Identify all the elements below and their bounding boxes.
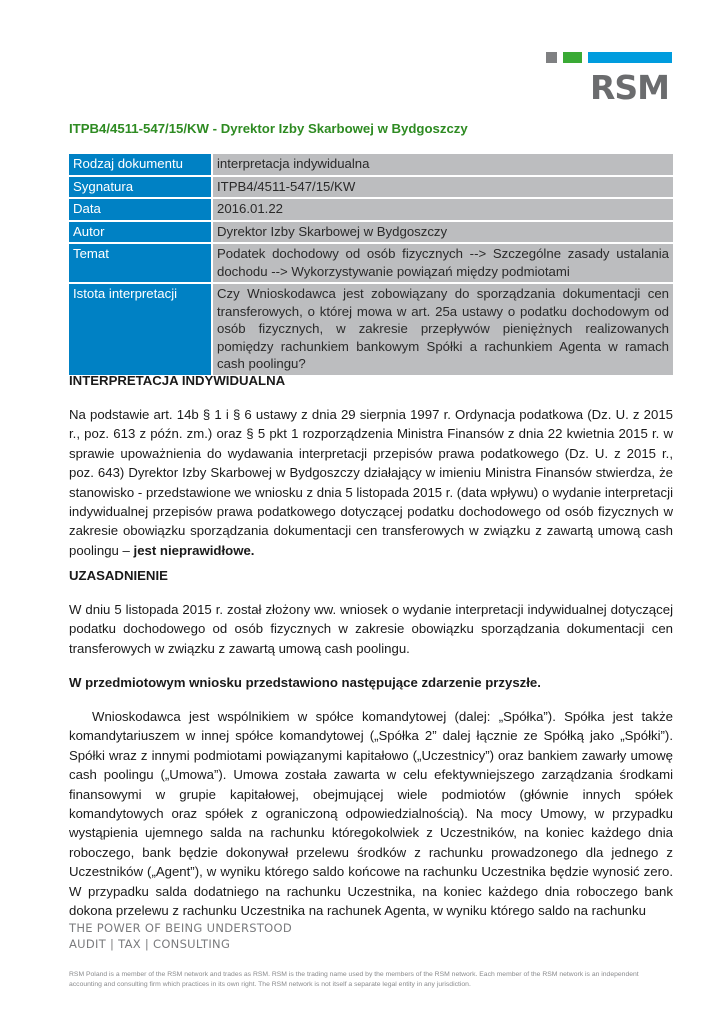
- metadata-table: [69, 154, 673, 377]
- meta-value: Czy Wnioskodawca jest zobowiązany do sporządzania dokumentacji cen transferowych, o której mowa w art. 25a ustawy o podatku dochodowym od osób fizycznych, w zakresie przepływów pieniężnych realizowanych pomiędzy rachunkiem bankowym Spółki a rachunkiem Agenta w ramach cash poolingu?: [212, 283, 673, 376]
- meta-key: Istota interpretacji: [69, 283, 212, 376]
- meta-key: Data: [69, 198, 212, 221]
- services-text: AUDIT | TAX | CONSULTING: [69, 937, 231, 951]
- meta-row-author: [69, 221, 673, 244]
- paragraph-facts: Wnioskodawca jest wspólnikiem w spółce komandytowej (dalej: „Spółka”). Spółka jest także komandytariuszem w innej spółce komandytowej („Spółka 2” dalej łącznie ze Spółką jako „Spółki”). Spółki wraz z innymi podmiotami powiązanymi kapitałowo („Uczestnicy”) oraz bankiem zawarły umowę cash poolingu („Umowa”). Umowa została zawarta w celu efektywniejszego zarządzania środkami finansowymi w grupie kapitałowej, obejmującej wiele podmiotów (głównie innych spółek komandytowych oraz spółek z ograniczoną odpowiedzialnością). Na mocy Umowy, w przypadku wystąpienia ujemnego salda na rachunku któregokolwiek z Uczestników, na koniec każdego dnia roboczego, bank będzie dokonywał przelewu środków z rachunku prowadzonego dla jednego z Uczestników („Agent”), w wyniku którego saldo końcowe na rachunku Uczestnika będzie wynosić zero. W przypadku salda dodatniego na rachunku Uczestnika, na koniec każdego dnia roboczego bank dokona przelewu z rachunku Uczestnika na rachunek Agenta, w wyniku którego saldo na rachunku: [69, 709, 673, 919]
- rsm-logo: [546, 52, 672, 108]
- meta-row-date: [69, 198, 673, 221]
- heading-interpretation: INTERPRETACJA INDYWIDUALNA: [69, 373, 286, 388]
- meta-value: interpretacja indywidualna: [212, 154, 673, 176]
- heading-future-event: W przedmiotowym wniosku przedstawiono następujące zdarzenie przyszłe.: [69, 675, 541, 690]
- logo-blue-bar: [588, 52, 672, 63]
- paragraph-decision: [69, 405, 673, 560]
- meta-key: Autor: [69, 221, 212, 244]
- meta-key: Rodzaj dokumentu: [69, 154, 212, 176]
- footer-disclaimer: RSM Poland is a member of the RSM network and trades as RSM. RSM is the trading name used by the members of the RSM network. Each member of the RSM network is an independent accounting and consulting firm which practices in its own right. The RSM network is not itself a separate legal entity in any jurisdiction.: [69, 971, 639, 988]
- meta-row-type: [69, 154, 673, 176]
- paragraph-text: Na podstawie art. 14b § 1 i § 6 ustawy z dnia 29 sierpnia 1997 r. Ordynacja podatkowa (Dz. U. z 2015 r., poz. 613 z późn. zm.) oraz § 5 pkt 1 rozporządzenia Ministra Finansów z dnia 22 kwietnia 2015 r. w sprawie upoważnienia do wydawania interpretacji przepisów prawa podatkowego (Dz. U. z 2015 r., poz. 643) Dyrektor Izby Skarbowej w Bydgoszczy działający w imieniu Ministra Finansów stwierdza, że stanowisko - przedstawione we wniosku z dnia 5 listopada 2015 r. (data wpływu) o wydanie interpretacji indywidualnej przepisów prawa podatkowego dotyczącej podatku dochodowego od osób fizycznych w zakresie obowiązku sporządzania dokumentacji cen transferowych w związku z zawartą umową cash poolingu –: [69, 407, 674, 558]
- verdict-text: jest nieprawidłowe.: [133, 542, 255, 558]
- meta-row-signature: [69, 176, 673, 199]
- heading-justification: UZASADNIENIE: [69, 568, 168, 583]
- meta-value: Dyrektor Izby Skarbowej w Bydgoszczy: [212, 221, 673, 244]
- document-title: ITPB4/4511-547/15/KW - Dyrektor Izby Skarbowej w Bydgoszczy: [69, 121, 468, 136]
- footer-tagline: [69, 920, 292, 952]
- paragraph-filing: W dniu 5 listopada 2015 r. został złożony ww. wniosek o wydanie interpretacji indywidualnej dotyczącej podatku dochodowego od osób fizycznych w zakresie obowiązku sporządzania dokumentacji cen transferowych w związku z zawartą umową cash poolingu.: [69, 602, 673, 656]
- meta-value: Podatek dochodowy od osób fizycznych --> Szczególne zasady ustalania dochodu --> Wykorzystywanie powiązań między podmiotami: [212, 243, 673, 283]
- meta-row-topic: [69, 243, 673, 283]
- logo-wordmark: RSM: [590, 68, 670, 107]
- meta-value: 2016.01.22: [212, 198, 673, 221]
- tagline-text: THE POWER OF BEING UNDERSTOOD: [69, 921, 293, 935]
- meta-value: ITPB4/4511-547/15/KW: [212, 176, 673, 199]
- logo-green-bar: [563, 52, 582, 63]
- meta-key: Temat: [69, 243, 212, 283]
- meta-row-essence: [69, 283, 673, 376]
- meta-key: Sygnatura: [69, 176, 212, 199]
- logo-gray-square: [546, 52, 557, 63]
